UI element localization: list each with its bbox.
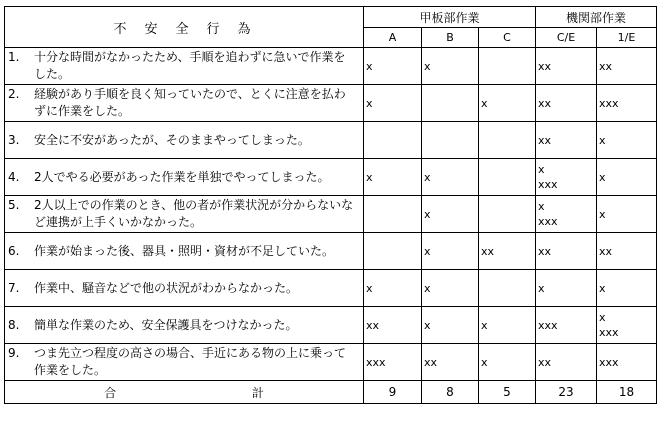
mark-cell-ce: x xyxy=(536,270,597,307)
mark-cell-1e: x xyxy=(597,159,657,196)
item-number: 9. xyxy=(8,346,20,360)
mark-cell-ce: x xxx xyxy=(536,159,597,196)
unsafe-act-header: 不安全行為 xyxy=(5,7,364,48)
table-row xyxy=(5,233,657,270)
table-row xyxy=(5,344,657,381)
mark-cell-1e: xx xyxy=(597,48,657,85)
mark-cell-ce: x xxx xyxy=(536,196,597,233)
mark-cell-a: x xyxy=(364,270,422,307)
total-value-c: 5 xyxy=(479,381,536,404)
mark-cell-1e: x xyxy=(597,270,657,307)
item-number: 5. xyxy=(8,198,20,212)
table-row xyxy=(5,122,657,159)
unsafe-act-item xyxy=(5,85,364,122)
total-label-right: 計 xyxy=(251,385,264,400)
item-text: 安全に不安があったが、そのままやってしまった。 xyxy=(34,132,310,147)
table-row xyxy=(5,270,657,307)
mark-cell-b: x xyxy=(422,270,479,307)
item-number: 4. xyxy=(8,169,20,184)
mark-cell-ce: xx xyxy=(536,233,597,270)
item-text: 2人以上での作業のとき、他の者が作業状況が分からないなど連携が上手くいかなかった。 xyxy=(34,198,354,229)
mark-cell-ce: xxx xyxy=(536,307,597,344)
mark-cell-a: x xyxy=(364,85,422,122)
mark-cell-ce: xx xyxy=(536,344,597,381)
table-body xyxy=(5,48,657,381)
unsafe-act-item xyxy=(5,233,364,270)
mark-cell-b: x xyxy=(422,233,479,270)
mark-cell-c: xx xyxy=(479,233,536,270)
total-value-ce: 23 xyxy=(536,381,597,404)
mark-cell-b xyxy=(422,85,479,122)
mark-cell-c: x xyxy=(479,85,536,122)
item-number: 1. xyxy=(8,50,20,64)
mark-cell-1e: xx xyxy=(597,233,657,270)
item-text: 簡単な作業のため、安全保護具をつけなかった。 xyxy=(34,317,298,332)
mark-cell-1e: x xyxy=(597,196,657,233)
mark-cell-1e: x xxx xyxy=(597,307,657,344)
item-text: 作業中、騒音などで他の状況がわからなかった。 xyxy=(34,280,299,295)
mark-cell-ce: xx xyxy=(536,48,597,85)
mark-cell-c xyxy=(479,270,536,307)
item-text: 作業が始まった後、器具・照明・資材が不足していた。 xyxy=(34,243,335,258)
item-text: 十分な時間がなかったため、手順を追わずに急いで作業をした。 xyxy=(34,50,346,81)
table-row xyxy=(5,159,657,196)
column-header-ce: C/E xyxy=(536,28,597,48)
unsafe-act-item xyxy=(5,270,364,307)
mark-cell-c: x xyxy=(479,307,536,344)
mark-cell-a xyxy=(364,196,422,233)
mark-cell-c xyxy=(479,122,536,159)
mark-cell-b: x xyxy=(422,196,479,233)
mark-cell-ce: xx xyxy=(536,122,597,159)
unsafe-act-item xyxy=(5,196,364,233)
item-number: 7. xyxy=(8,280,20,295)
item-number: 3. xyxy=(8,132,20,147)
mark-cell-a xyxy=(364,122,422,159)
column-header-b: B xyxy=(422,28,479,48)
mark-cell-a: x xyxy=(364,48,422,85)
total-value-a: 9 xyxy=(364,381,422,404)
total-label xyxy=(5,381,364,404)
mark-cell-c xyxy=(479,159,536,196)
total-row xyxy=(5,381,657,404)
mark-cell-1e: xxx xyxy=(597,85,657,122)
unsafe-act-item xyxy=(5,122,364,159)
mark-cell-a xyxy=(364,233,422,270)
total-value-1e: 18 xyxy=(597,381,657,404)
mark-cell-1e: xxx xyxy=(597,344,657,381)
mark-cell-c: x xyxy=(479,344,536,381)
item-text: つま先立つ程度の高さの場合、手近にある物の上に乗って作業をした。 xyxy=(34,346,347,377)
item-number: 8. xyxy=(8,317,20,332)
mark-cell-b: x xyxy=(422,159,479,196)
table-row xyxy=(5,85,657,122)
mark-cell-ce: xx xyxy=(536,85,597,122)
mark-cell-a: xx xyxy=(364,307,422,344)
deck-work-header: 甲板部作業 xyxy=(364,7,536,28)
total-label-left: 合 xyxy=(104,385,117,400)
engine-work-header: 機関部作業 xyxy=(536,7,657,28)
total-value-b: 8 xyxy=(422,381,479,404)
column-header-a: A xyxy=(364,28,422,48)
mark-cell-b: x xyxy=(422,48,479,85)
unsafe-acts-table xyxy=(4,6,657,404)
unsafe-act-item xyxy=(5,48,364,85)
unsafe-act-item xyxy=(5,307,364,344)
table-row xyxy=(5,48,657,85)
item-text: 2人でやる必要があった作業を単独でやってしまった。 xyxy=(34,169,330,184)
mark-cell-c xyxy=(479,48,536,85)
mark-cell-c xyxy=(479,196,536,233)
unsafe-act-item xyxy=(5,159,364,196)
item-number: 6. xyxy=(8,243,20,258)
mark-cell-1e: x xyxy=(597,122,657,159)
mark-cell-b: xx xyxy=(422,344,479,381)
table-row xyxy=(5,196,657,233)
mark-cell-a: x xyxy=(364,159,422,196)
mark-cell-a: xxx xyxy=(364,344,422,381)
unsafe-act-item xyxy=(5,344,364,381)
column-header-1e: 1/E xyxy=(597,28,657,48)
mark-cell-b: x xyxy=(422,307,479,344)
mark-cell-b xyxy=(422,122,479,159)
table-row xyxy=(5,307,657,344)
item-number: 2. xyxy=(8,87,20,101)
column-header-c: C xyxy=(479,28,536,48)
item-text: 経験があり手順を良く知っていたので、とくに注意を払わずに作業をした。 xyxy=(34,87,346,118)
